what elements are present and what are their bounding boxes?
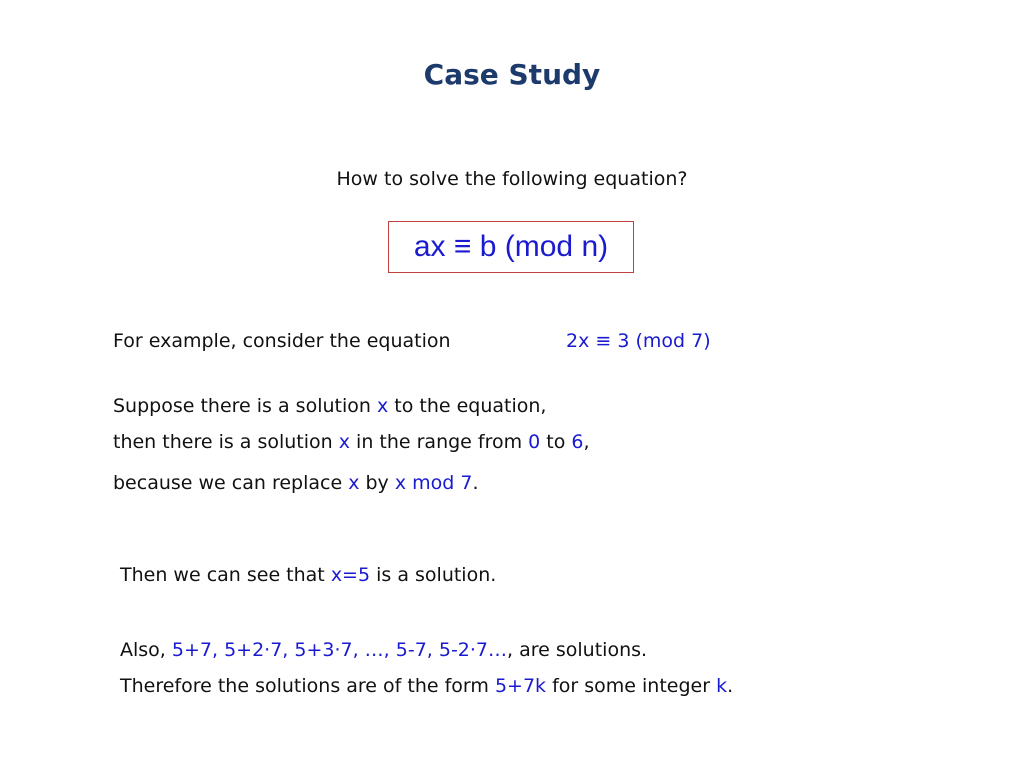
text-span: then there is a solution <box>113 431 339 453</box>
range-end: 6 <box>571 431 584 453</box>
also-line <box>120 639 647 661</box>
text-span: , are solutions. <box>507 639 648 661</box>
boxed-equation <box>388 221 634 273</box>
text-span: by <box>359 472 395 494</box>
text-span: to the equation, <box>388 395 547 417</box>
question-text: How to solve the following equation? <box>336 168 688 190</box>
x-mod-7: x mod 7 <box>394 472 473 494</box>
var-x: x <box>348 472 360 494</box>
var-x: x <box>338 431 350 453</box>
range-start: 0 <box>528 431 541 453</box>
text-span: Therefore the solutions are of the form <box>120 675 495 697</box>
example-equation: 2x ≡ 3 (mod 7) <box>566 330 711 352</box>
suppose-line-3 <box>113 472 479 494</box>
text-span: because we can replace <box>113 472 349 494</box>
suppose-line-2 <box>113 431 590 453</box>
text-span: . <box>472 472 479 494</box>
then-line <box>120 564 496 586</box>
text-span: . <box>727 675 734 697</box>
slide-title: Case Study <box>423 58 601 91</box>
solution-x5: x=5 <box>330 564 371 586</box>
boxed-equation-text: ax ≡ b (mod n) <box>413 230 609 263</box>
var-x: x <box>376 395 389 417</box>
var-k: k <box>716 675 728 697</box>
text-span: Suppose there is a solution <box>113 395 377 417</box>
text-span: for some integer <box>546 675 717 697</box>
general-form: 5+7k <box>494 675 547 697</box>
text-span: to <box>540 431 572 453</box>
text-span: , <box>583 431 590 453</box>
example-text: For example, consider the equation <box>113 330 451 352</box>
text-span: in the range from <box>350 431 529 453</box>
text-span: Also, <box>120 639 172 661</box>
therefore-line <box>120 675 733 697</box>
text-span: Then we can see that <box>120 564 331 586</box>
suppose-line-1 <box>113 395 546 417</box>
solutions-list: 5+7, 5+2·7, 5+3·7, …, 5-7, 5-2·7… <box>171 639 508 661</box>
text-span: is a solution. <box>370 564 497 586</box>
